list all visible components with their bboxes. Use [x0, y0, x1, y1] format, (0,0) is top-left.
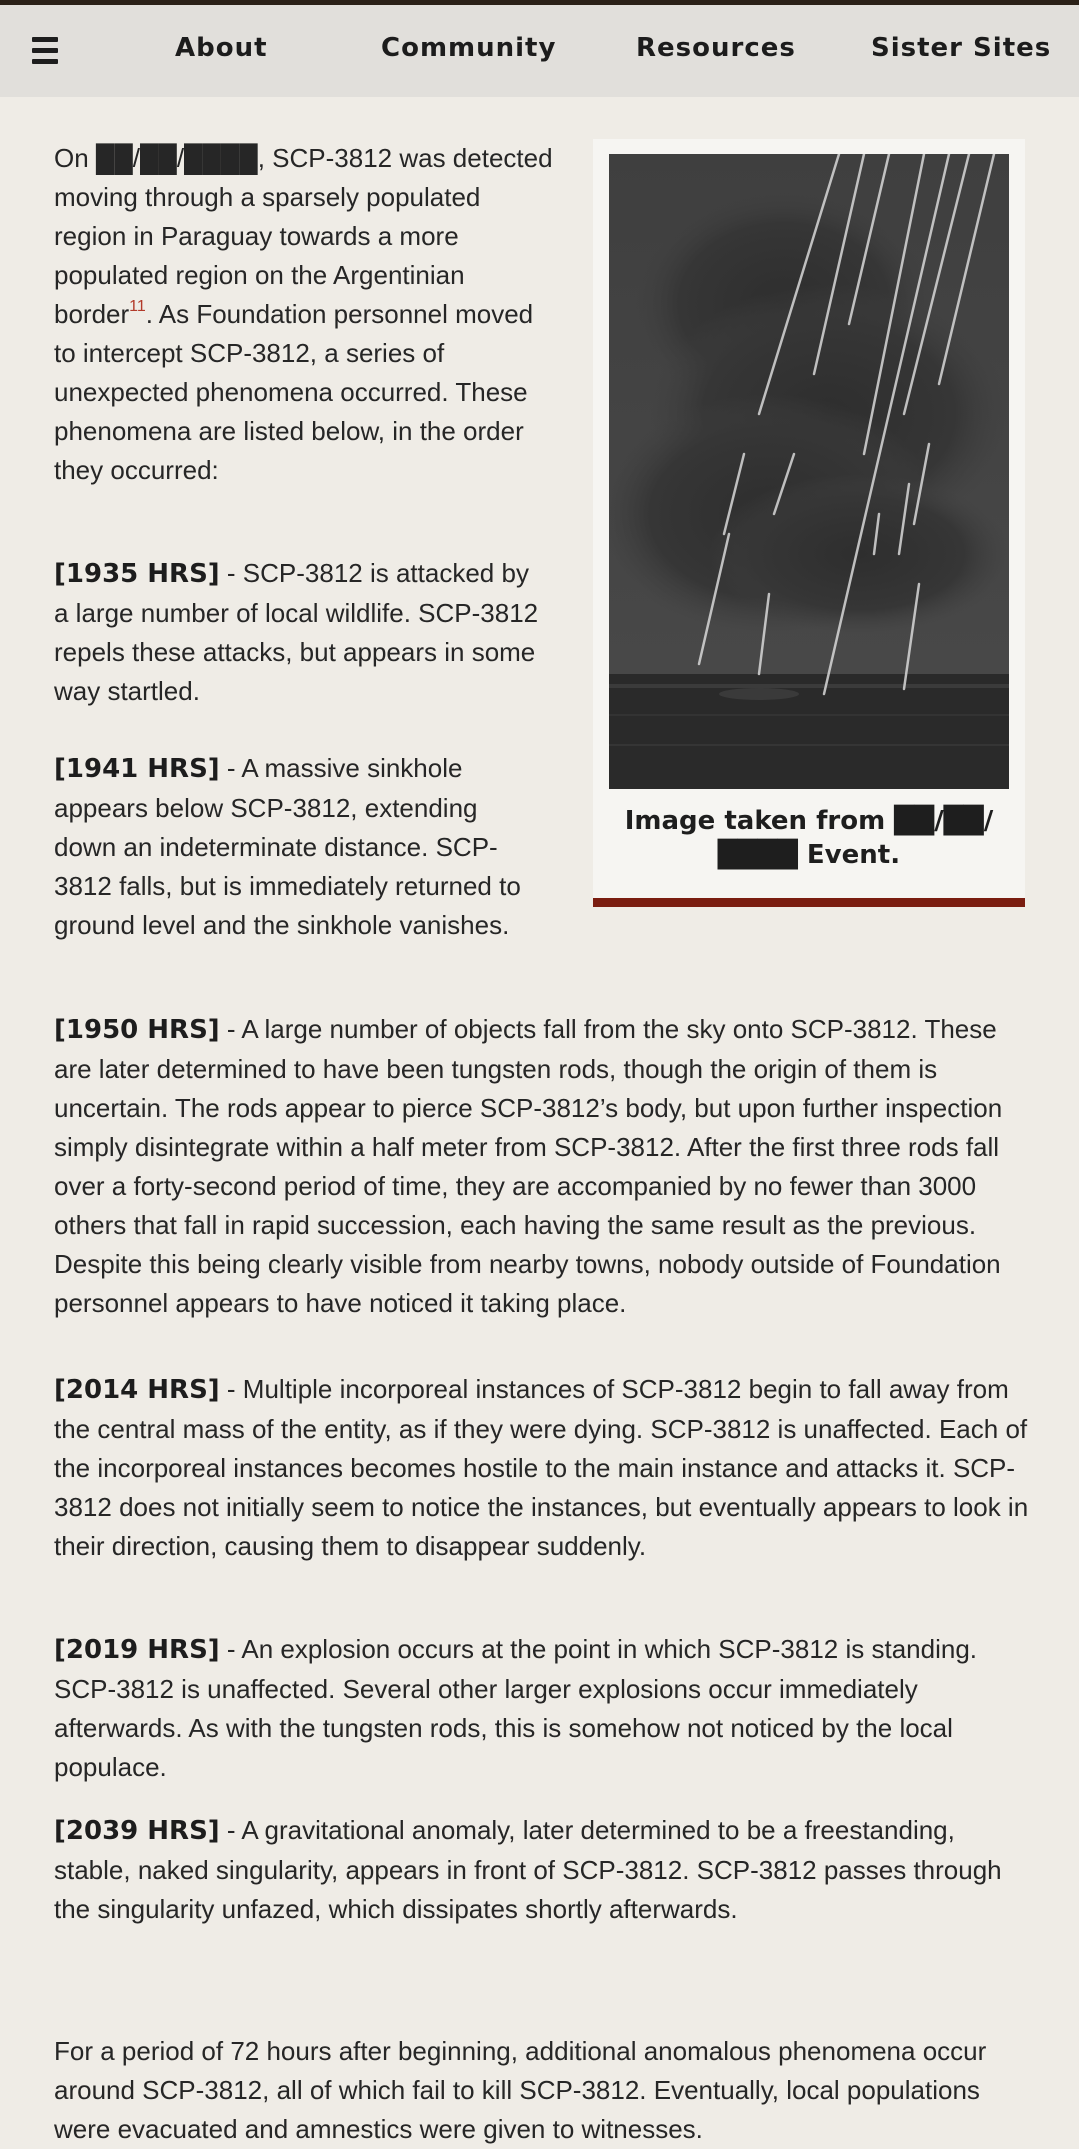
image-block	[593, 139, 1025, 907]
intro-text-cont: . As Foundation personnel moved to intercept SCP-3812, a series of unexpected phenomena occurred. These phenomena are listed below, in the order they occurred:	[54, 299, 534, 485]
caption-line-1: Image taken from ██/██/	[624, 806, 994, 836]
nav-sister-sites[interactable]: Sister Sites	[871, 33, 1052, 63]
event-text: - A massive sinkhole appears below SCP-3812, extending down an indeterminate distance. SCP-3812 falls, but is immediately returned to ground level and the sinkhole vanishes.	[54, 753, 521, 940]
closing-paragraph: For a period of 72 hours after beginning, additional anomalous phenomena occur around SCP-3812, all of which fail to kill SCP-3812. Eventually, local populations were evacuated and amnestics were given to witnesses.	[54, 2036, 987, 2144]
event-text: - SCP-3812 is attacked by a large number of local wildlife. SCP-3812 repels these attacks, but appears in some way startled.	[54, 558, 539, 706]
event-text: - An explosion occurs at the point in which SCP-3812 is standing. SCP-3812 is unaffected. Several other larger explosions occur immediately afterwards. As with the tungsten rods, this is somehow not noticed by the local populace.	[54, 1634, 978, 1782]
event-text: - A large number of objects fall from the sky onto SCP-3812. These are later determined to have been tungsten rods, though the origin of them is uncertain. The rods appear to pierce SCP-3812’s body, but upon further inspection simply disintegrate within a half meter from SCP-3812. After the first three rods fall over a forty-second period of time, they are accompanied by no fewer than 3000 others that fall in rapid succession, each having the same result as the previous. Despite this being clearly visible from nearby towns, nobody outside of Foundation personnel appears to have noticed it taking place.	[54, 1014, 1003, 1318]
event-text: - Multiple incorporeal instances of SCP-3812 begin to fall away from the central mass of the entity, as if they were dying. SCP-3812 is unaffected. Each of the incorporeal instances becomes hostile to the main instance and attacks it. SCP-3812 does not initially seem to notice the instances, but eventually appears to look in their direction, causing them to disappear suddenly.	[54, 1374, 1029, 1561]
event-2014	[54, 1370, 1034, 1566]
event-text: - A gravitational anomaly, later determined to be a freestanding, stable, naked singularity, appears in front of SCP-3812. SCP-3812 passes through the singularity unfazed, which dissipates shortly afterwards.	[54, 1815, 1002, 1924]
footnote-link[interactable]: 11	[129, 298, 146, 315]
event-time: [2014 HRS]	[54, 1375, 220, 1405]
nav-about[interactable]: About	[175, 33, 268, 63]
nav-resources[interactable]: Resources	[636, 33, 796, 63]
hamburger-menu-icon[interactable]	[32, 37, 58, 67]
event-time: [1935 HRS]	[54, 559, 220, 589]
intro-paragraph	[54, 139, 554, 490]
nav-community[interactable]: Community	[381, 33, 557, 63]
intro-text: On ██/██/████, SCP-3812 was detected moving through a sparsely populated region in Paraguay towards a more populated region on the Argentinian border	[54, 143, 553, 329]
event-time: [1950 HRS]	[54, 1015, 220, 1045]
event-1941	[54, 749, 544, 945]
navbar	[0, 5, 1079, 97]
event-1935	[54, 554, 544, 711]
event-time: [2039 HRS]	[54, 1816, 220, 1846]
event-2019	[54, 1630, 1034, 1787]
image-caption	[609, 804, 1009, 872]
event-photo	[609, 154, 1009, 789]
caption-line-2: ████ Event.	[717, 840, 901, 870]
event-2039	[54, 1811, 1034, 1929]
event-1950	[54, 1010, 1034, 1323]
event-time: [1941 HRS]	[54, 754, 220, 784]
event-time: [2019 HRS]	[54, 1635, 220, 1665]
